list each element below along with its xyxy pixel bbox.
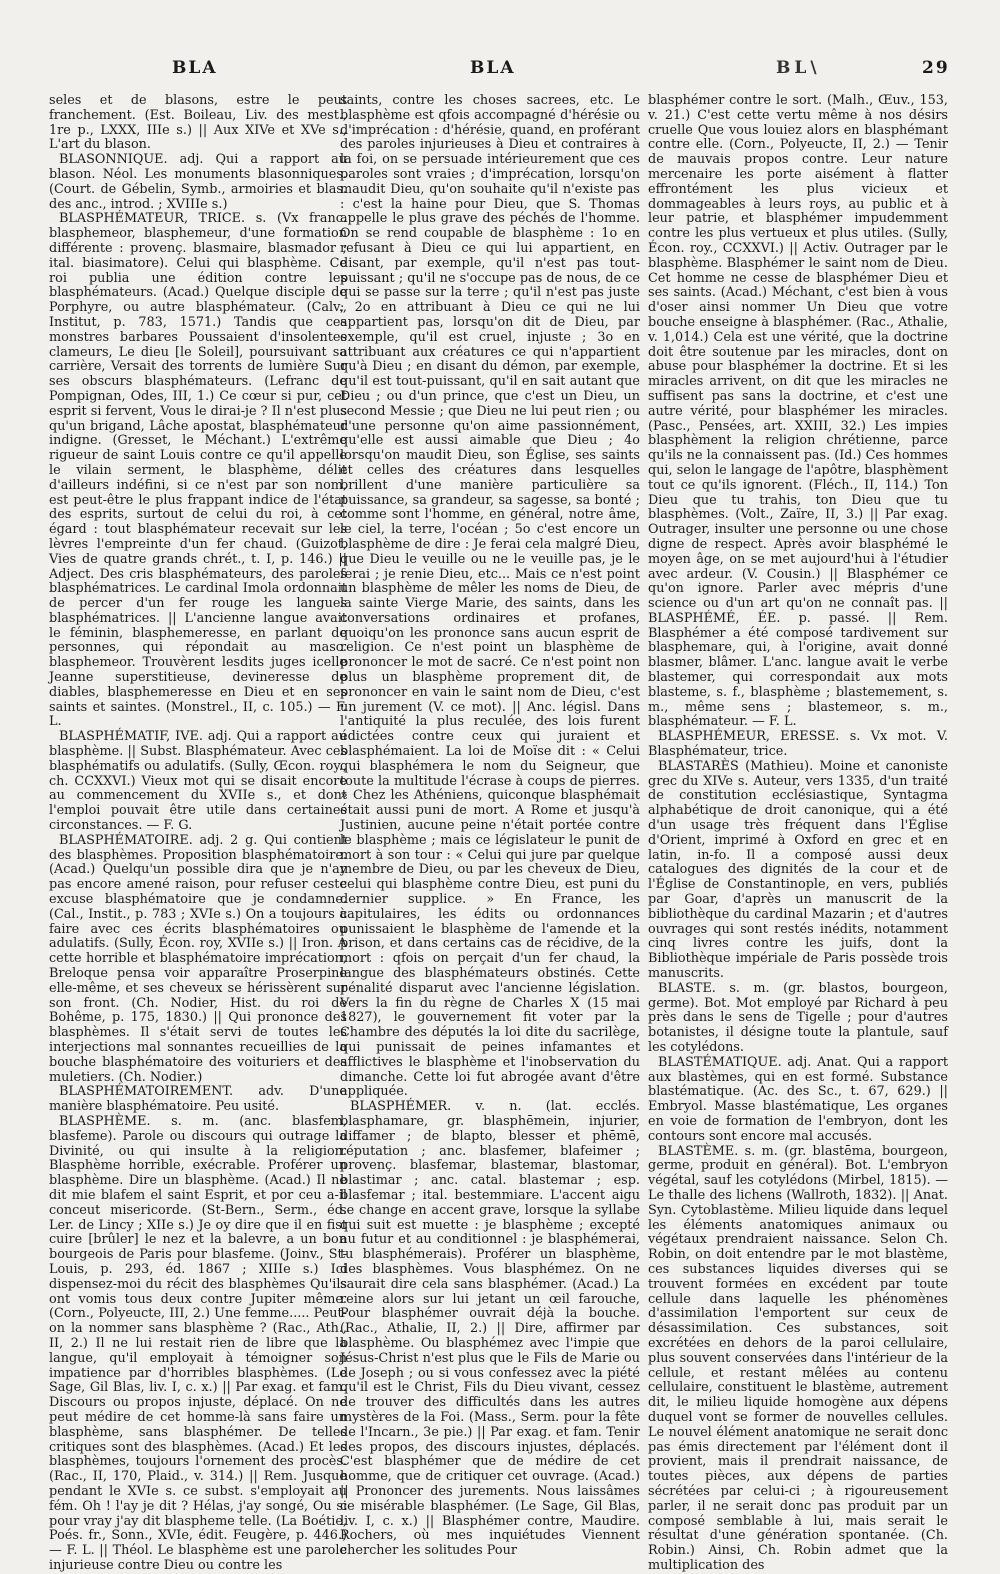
entry-blasphemeur: BLASPHÉMEUR, ERESSE. s. Vx mot. V. Blasphémateur, trice. [648,729,948,760]
entry-blasphematoirement: BLASPHÉMATOIREMENT. adv. D'une manière blasphématoire. Peu usité. [49,1084,347,1115]
column-2 [340,93,640,1559]
entry-blasphemer: BLASPHÉMER. v. n. (lat. ecclés. blasphamare, gr. blasphēmein, injurier, diffamer ; de blapto, blesser et phēmē, réputation ; anc. blasfemer, blafeimer ; provenç. blasfemar, blastemar, blastomar, blastimar ; anc. catal. blastemar ; esp. blasfemar ; ital. bestemmiare. L'accent aigu se change en accent grave, lorsque la syllabe qui suit est muette : je blasphème ; excepté au futur et au conditionnel : je blasphémerai, tu blasphémerais). Proférer un blasphème, des blasphèmes. Vous blasphémez. On ne saurait dire cela sans blasphémer. (Acad.) La reine alors sur lui jetant un œil farouche, Pour blasphémer ouvrait déjà la bouche. (Rac., Athalie, II, 2.) || Dire, affirmer par blasphème. Ou blasphémez avec l'impie que Jésus-Christ n'est plus que le Fils de Marie ou de Joseph ; ou si vous confessez avec la piété qu'il est le Christ, Fils du Dieu vivant, cessez de trouver des difficultés dans les autres mystères de la Foi. (Mass., Serm. pour la fête de l'Incarn., 3e pie.) || Par exag. et fam. Tenir des propos, des discours injustes, déplacés. C'est blasphémer que de médire de cet homme, que de critiquer cet ouvrage. (Acad.) || Prononcer des jurements. Nous laissâmes ce misérable blasphémer. (Le Sage, Gil Blas, liv. I, c. x.) || Blasphémer contre, Maudire. Rochers, où mes inquiétudes Viennent chercher les solitudes Pour [340,1099,640,1559]
entry-blaspheme: BLASPHÈME. s. m. (anc. blasfem, blasfeme). Parole ou discours qui outrage la Divinité, ou qui insulte à la religion. Blasphème horrible, exécrable. Proférer un blasphème. Dire un blasphème. (Acad.) Il ne dit mie blafem el saint Esprit, et por ceu a-il conceut misericorde. (St-Bern., Serm., éd. Ler. de Lincy ; XIIe s.) Je oy dire que il en fist cuire [brûler] le nez et la balevre, a un bon bourgeois de Paris pour blasfeme. (Joinv., St-Louis, p. 293, éd. 1867 ; XIIIe s.) Ici dispensez-moi du récit des blasphèmes Qu'ils ont vomis tous deux contre Jupiter même. (Corn., Polyeucte, III, 2.) Une femme..... Peut-on la nommer sans blasphème ? (Rac., Ath., II, 2.) Il ne lui restait rien de libre que la langue, qu'il employait à témoigner son impatience par d'horribles blasphèmes. (Le Sage, Gil Blas, liv. I, c. x.) || Par exag. et fam. Discours ou propos injuste, déplacé. On ne peut médire de cet homme-là sans faire un blasphème, sans blasphémer. De telles critiques sont des blasphèmes. (Acad.) Et les blasphèmes, toujours l'ornement des procès. (Rac., II, 170, Plaid., v. 314.) || Rem. Jusque pendant le XVIe s. ce subst. s'employait au fém. Oh ! l'ay je dit ? Hélas, j'ay songé, Ou si pour vray j'ay dit blaspheme telle. (La Boétie, Poés. fr., Sonn., XVIe, édit. Feugère, p. 446.) — F. L. || Théol. Le blasphème est une parole injurieuse contre Dieu ou contre les [49,1113,347,1573]
entry-blasphemer-cont: blasphémer contre le sort. (Malh., Œuv., 153, v. 21.) C'est cette vertu même à nos désirs cruelle Que vous louiez alors en blasphémant contre elle. (Corn., Polyeucte, II, 2.) — Tenir de mauvais propos contre. Leur nature mercenaire les porte aisément à flatter effrontément les plus vicieux et dommageables à leurs roys, au public et à leur patrie, et blasphémer impudemment contre les plus vertueux et plus utiles. (Sully, Écon. roy., CCXXVI.) || Activ. Outrager par le blasphème. Blasphémer le saint nom de Dieu. Cet homme ne cesse de blasphémer Dieu et ses saints. (Acad.) Méchant, c'est bien à vous d'oser ainsi nommer Un Dieu que votre bouche enseigne à blasphémer. (Rac., Athalie, v. 1,014.) Cela est une vérité, que la doctrine doit être soutenue par les miracles, dont on abuse pour blasphémer la doctrine. Et si les miracles arrivent, on dit que les miracles ne suffisent pas sans la doctrine, et c'est une autre vérité, pour blasphémer les miracles. (Pasc., Pensées, art. XXIII, 32.) Les impies blasphèment la religion chrétienne, parce qu'ils ne la connaissent pas. (Id.) Ces hommes qui, selon le langage de l'apôtre, blasphèment tout ce qu'ils ignorent. (Fléch., II, 114.) Ton Dieu que tu trahis, ton Dieu que tu blasphèmes. (Volt., Zaïre, II, 3.) || Par exag. Outrager, insulter une personne ou une chose digne de respect. Après avoir blasphémé le moyen âge, on se met aujourd'hui à l'étudier avec ardeur. (V. Cousin.) || Blasphémer ce qu'on ignore. Parler avec mépris d'une science ou d'un art qu'on ne connaît pas. || BLASPHÉMÉ, ÉE. p. passé. || Rem. Blasphémer a été composé tardivement sur blasphemare, qui, à l'origine, avait donné blasmer, blâmer. L'anc. langue avait le verbe blastemer, qui correspondait aux mots blasteme, s. f., blasphème ; blastemement, s. m., même sens ; blastemeor, s. m., blasphémateur. — F. L. [648,93,948,730]
entry-blasteme: BLASTÈME. s. m. (gr. blastēma, bourgeon, germe, produit en général). Bot. L'embryon végétal, sauf les cotylédons (Mirbel, 1815). — Le thalle des lichens (Wallroth, 1832). || Anat. Syn. Cytoblastème. Milieu liquide dans lequel les éléments anatomiques animaux ou végétaux prendraient naissance. Selon Ch. Robin, on doit entendre par le mot blastème, ces substances liquides diverses qui se trouvent formées en excédent par toute cellule dans laquelle les phénomènes d'assimilation l'emportent sur ceux de désassimilation. Ces substances, soit excrétées en dehors de la paroi cellulaire, plus souvent conservées dans l'intérieur de la cellule, et restant mêlées au contenu cellulaire, constituent le blastème, autrement dit, le milieu liquide homogène aux dépens duquel vont se former de nouvelles cellules. Le nouvel élément anatomique ne serait donc pas émis directement par l'élément dont il provient, mais il prendrait naissance, de toutes pièces, aux dépens de parties sécrétées par celui-ci ; à rigoureusement parler, il ne serait donc pas produit par un composé semblable à lui, mais serait le résultat d'une génération spontanée. (Ch. Robin.) Ainsi, Ch. Robin admet que la multiplication des [648,1143,948,1573]
entry-blaste: BLASTE. s. m. (gr. blastos, bourgeon, germe). Bot. Mot employé par Richard à peu près dans le sens de Tigelle ; pour d'autres botanistes, il désigne toute la plantule, sauf les cotylédons. [648,980,948,1055]
page-number: 29 [922,58,950,78]
running-head-center: BLA [470,58,516,78]
entry-blaspheme-cont: saints, contre les choses sacrees, etc. Le blasphème est qfois accompagné d'hérésie ou d'imprécation : d'hérésie, quand, en proférant des paroles injurieuses à Dieu et contraires à la foi, on se persuade intérieurement que ces paroles sont vraies ; d'imprécation, lorsqu'on maudit Dieu, qu'on souhaite qu'il n'existe pas : c'est la haine pour Dieu, que S. Thomas appelle le plus grave des péchés de l'homme. On se rend coupable de blasphème : 1o en refusant à Dieu ce qui lui appartient, en disant, par exemple, qu'il n'est pas tout-puissant ; qu'il ne s'occupe pas de nous, de ce qui se passe sur la terre ; qu'il n'est pas juste ; 2o en attribuant à Dieu ce qui ne lui appartient pas, lorsqu'on dit de Dieu, par exemple, qu'il est cruel, injuste ; 3o en attribuant aux créatures ce qui n'appartient qu'à Dieu ; en disant du démon, par exemple, qu'il est tout-puissant, qu'il en sait autant que Dieu ; ou d'un prince, que c'est un Dieu, un second Messie ; que Dieu ne lui peut rien ; ou d'une personne qu'on aime passionnément, qu'elle est aussi aimable que Dieu ; 4o lorsqu'on maudit Dieu, son Église, ses saints et celles des créatures dans lesquelles brillent d'une manière particulière sa puissance, sa grandeur, sa sagesse, sa bonté ; comme sont l'homme, en général, notre âme, le ciel, la terre, l'océan ; 5o c'est encore un blasphème de dire : Je ferai cela malgré Dieu, que Dieu le veuille ou ne le veuille pas, je le ferai ; je renie Dieu, etc... Mais ce n'est point un blasphème de mêler les noms de Dieu, de la sainte Vierge Marie, des saints, dans les conversations ordinaires et profanes, quoiqu'on les prononce sans aucun esprit de religion. Ce n'est point un blasphème de prononcer le mot de sacré. Ce n'est point non plus un blasphème proprement dit, de prononcer en vain le saint nom de Dieu, c'est un jurement (V. ce mot). || Anc. législ. Dans l'antiquité la plus reculée, des lois furent édictées contre ceux qui juraient et blasphémaient. La loi de Moïse dit : « Celui qui blasphémera le nom du Seigneur, que toute la multitude l'écrase à coups de pierres. » Chez les Athéniens, quiconque blasphémait était aussi puni de mort. A Rome et jusqu'à Justinien, aucune peine n'était portée contre le blasphème ; mais ce législateur le punit de mort à son tour : « Celui qui jure par quelque membre de Dieu, ou par les cheveux de Dieu, celui qui blasphème contre Dieu, est puni du dernier supplice. » En France, les capitulaires, les édits ou ordonnances punissaient le blasphème de l'amende et la prison, et dans certains cas de récidive, de la mort : qfois on perçait d'un fer chaud, la langue des blasphémateurs obstinés. Cette pénalité disparut avec l'ancienne législation. Vers la fin du règne de Charles X (15 mai 1827), le gouvernement fit voter par la Chambre des députés la loi dite du sacrilège, qui punissait de peines infamantes et afflictives le blasphème et l'inobservation du dimanche. Cette loi fut abrogée avant d'être appliquée. [340,93,640,1100]
entry-blasphemateur: BLASPHÉMATEUR, TRICE. s. (Vx franc. blasphemeor, blasphemeur, d'une formation différente : provenç. blasmaire, blasmador ; ital. biasimatore). Celui qui blasphème. Ce roi publia une édition contre les blasphémateurs. (Acad.) Quelque disciple de Porphyre, ou autre blasphémateur. (Calv., Institut, p. 783, 1571.) Tandis que ces monstres barbares Poussaient d'insolentes clameurs, Le dieu [le Soleil], poursuivant sa carrière, Versait des torrents de lumière Sur ses obscurs blasphémateurs. (Lefranc de Pompignan, Odes, III, 1.) Ce cœur si pur, cet esprit si fervent, Vous le dirai-je ? Il n'est plus qu'un brigand, Lâche apostat, blasphémateur indigne. (Gresset, le Méchant.) L'extrême rigueur de saint Louis contre ce qu'il appelle le vilain serment, le blasphème, délit d'ailleurs indéfini, si ce n'est par son nom, est peut-être le plus frappant indice de l'état des esprits, surtout de celui du roi, à cet égard : tout blasphémateur recevait sur les lèvres l'empreinte d'un fer chaud. (Guizot, Vies de quatre grands chrét., t. I, p. 146.) || Adject. Des cris blasphémateurs, des paroles blasphématrices. Le cardinal Imola ordonnait de percer d'un fer rouge les langues blasphématrices. || L'ancienne langue avait le féminin, blasphemeresse, en parlant de personnes, qui répondait au masc. blasphemeor. Trouvèrent lesdits juges icelle Jeanne superstitieuse, devineresse de diables, blasphemeresse en Dieu et en ses saints et saintes. (Monstrel., II, c. 105.) — F. L. [49,211,348,730]
entry-blasphematoire: BLASPHÉMATOIRE. adj. 2 g. Qui contient des blasphèmes. Proposition blasphématoire. (Acad.) Quelqu'un possible dira que je n'ay pas encore amené raison, pour refuser ceste excuse blasphématoire que je condamne. (Cal., Instit., p. 783 ; XVIe s.) On a toujours à faire avec ces écrits blasphématoires ou adulatifs. (Sully, Écon. roy, XVIIe s.) || Iron. A cette horrible et blasphématoire imprécation, Breloque pensa voir apparaître Proserpine elle-même, et ses cheveux se hérissèrent sur son front. (Ch. Nodier, Hist. du roi de Bohême, p. 175, 1830.) || Qui prononce des blasphèmes. Il s'était servi de toutes les interjections mal sonnantes recueillies de la bouche blasphématoire des voituriers et des muletiers. (Ch. Nodier.) [49,832,347,1085]
running-head-right: BL\ [776,58,821,78]
running-head-left: BLA [172,58,218,78]
column-3 [648,93,948,1573]
entry-blasphematif: BLASPHÉMATIF, IVE. adj. Qui a rapport au blasphème. || Subst. Blasphémateur. Avec ces blasphématifs ou adulatifs. (Sully, Œcon. roy., ch. CCXXVI.) Vieux mot qui se disait encore au commencement du XVIIe s., et dont l'emploi pouvait être utile dans certaines circonstances. — F. G. [49,729,347,834]
entry-blasonnique: BLASONNIQUE. adj. Qui a rapport au blason. Néol. Les monuments blasonniques. (Court. de Gébelin, Symb., armoiries et blas. des anc., introd. ; XVIIIe s.) [49,152,347,212]
entry-blastares: BLASTARÈS (Mathieu). Moine et canoniste grec du XIVe s. Auteur, vers 1335, d'un traité de constitution ecclésiastique, Syntagma alphabétique de droit canonique, qui a été d'un usage très fréquent dans l'Église d'Orient, imprimé à Oxford en grec et en latin, in-fo. Il a composé aussi deux catalogues des dignités de la cour et de l'Église de Constantinople, en vers, publiés par Goar, d'après un manuscrit de la bibliothèque du cardinal Mazarin ; et d'autres ouvrages qui sont restés inédits, notamment cinq livres contre les juifs, dont la Bibliothèque impériale de Paris possède trois manuscrits. [648,758,948,982]
entry-blason-cont: seles et de blasons, estre le peut franchement. (Est. Boileau, Liv. des mest., 1re p., LXXX, IIIe s.) || Aux XIVe et XVe s., L'art du blason. [49,93,347,153]
column-1 [49,93,348,1573]
entry-blastematique: BLASTÉMATIQUE. adj. Anat. Qui a rapport aux blastèmes, qui en est formé. Substance blastématique. (Ac. des Sc., t. 67, 629.) || Embryol. Masse blastématique, Les organes en voie de formation de l'embryon, dont les contours sont encore mal accusés. [648,1054,948,1144]
